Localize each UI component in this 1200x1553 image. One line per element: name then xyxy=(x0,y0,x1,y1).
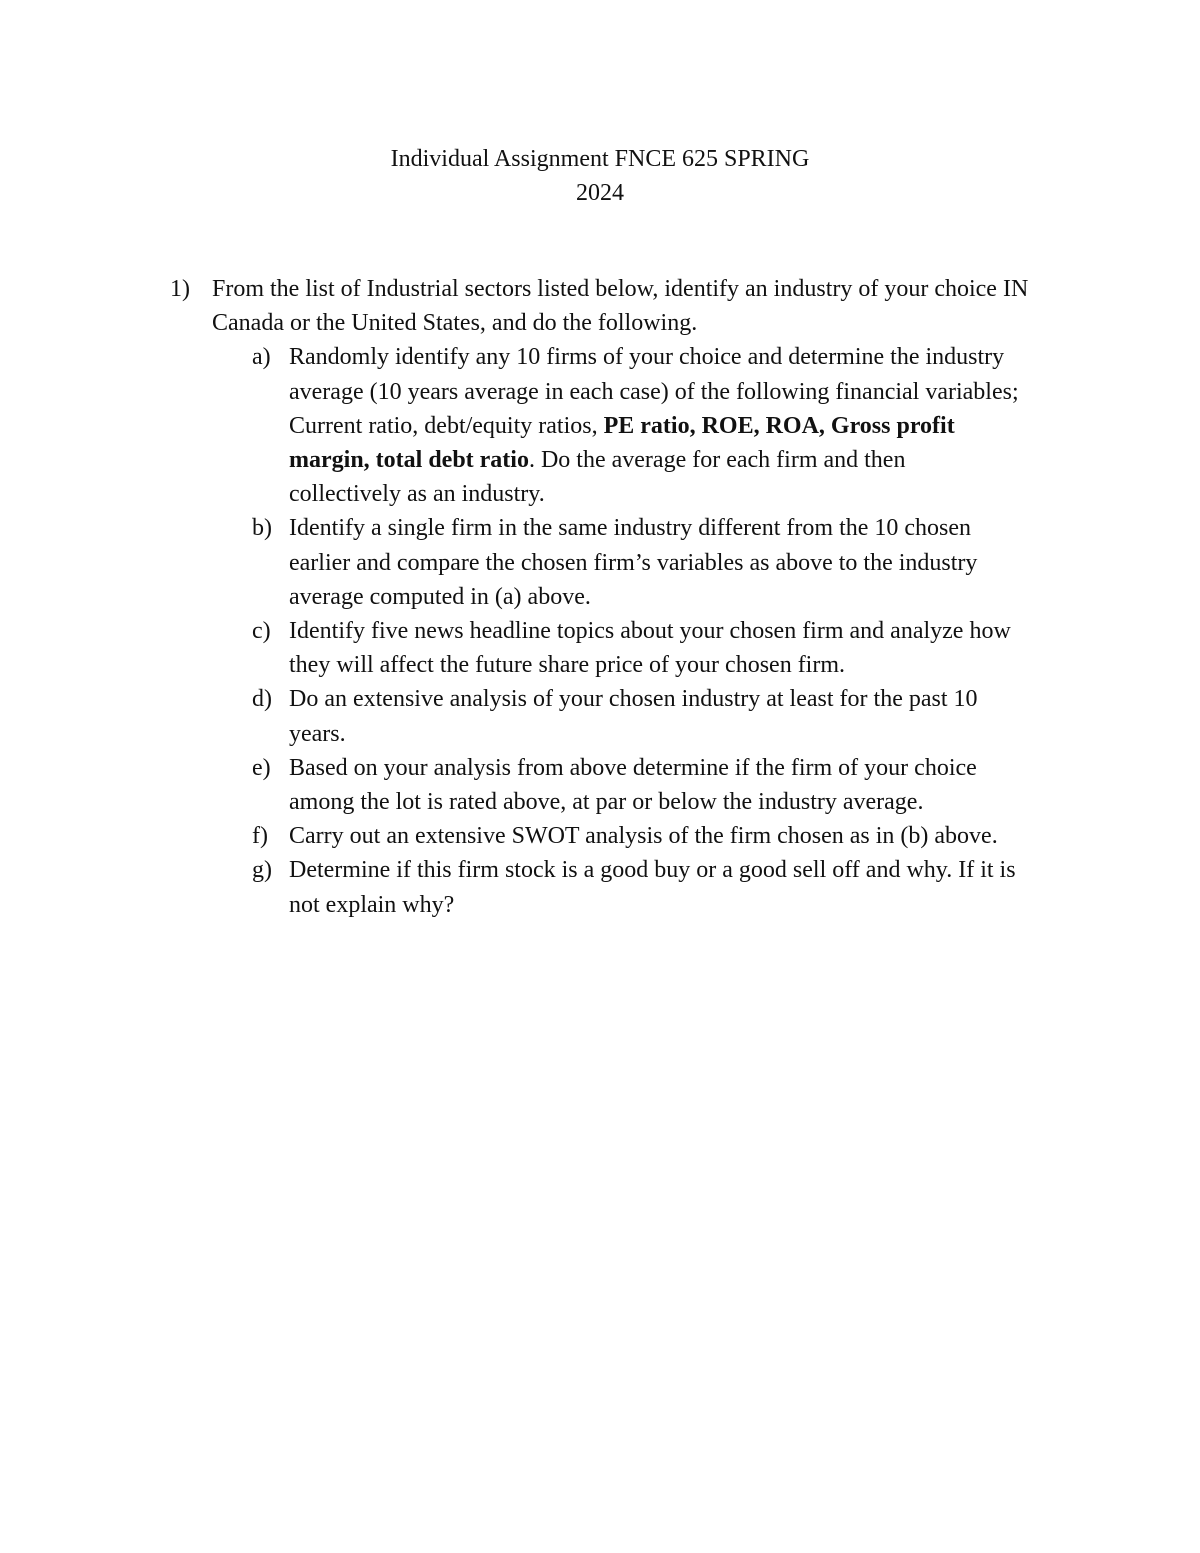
sub-question-text xyxy=(289,340,1022,511)
sub-question-text: Identify five news headline topics about your chosen firm and analyze how they will affect the future share price of your chosen firm. xyxy=(289,618,1011,679)
sub-question-letter: g) xyxy=(252,857,272,884)
question-number: 1) xyxy=(170,276,190,302)
sub-question-bold-terms: PE ratio, ROE, ROA, Gross profit margin, total debt ratio xyxy=(289,412,955,474)
title-line-2: 2024 xyxy=(576,180,624,206)
sub-question-e xyxy=(252,751,1022,819)
sub-question-f xyxy=(252,819,1022,853)
sub-question-text: Identify a single firm in the same industry different from the 10 chosen earlier and compare the chosen firm’s variables as above to the industry average computed in (a) above. xyxy=(289,515,978,610)
sub-question-text: Determine if this firm stock is a good buy or a good sell off and why. If it is not explain why? xyxy=(289,857,1016,918)
sub-question-a xyxy=(252,340,1022,511)
sub-question-letter: f) xyxy=(252,823,268,850)
sub-question-text-part: . Do the average for each firm and then collectively as an industry. xyxy=(289,447,906,508)
sub-question-letter: c) xyxy=(252,618,271,645)
question-text: From the list of Industrial sectors listed below, identify an industry of your choice IN Canada or the United States, and do the following. xyxy=(212,276,1029,337)
sub-question-letter: e) xyxy=(252,754,271,781)
question-1-header xyxy=(170,272,1070,340)
sub-question-b xyxy=(252,511,1022,614)
document-title xyxy=(0,142,1200,210)
question-1 xyxy=(170,272,1070,922)
sub-question-list xyxy=(252,340,1022,921)
sub-question-text: Do an extensive analysis of your chosen industry at least for the past 10 years. xyxy=(289,686,978,747)
sub-question-d xyxy=(252,682,1022,750)
sub-question-c xyxy=(252,614,1022,682)
sub-question-text-part: Randomly identify any 10 firms of your choice and determine the industry average (10 years average in each case) of the following financial variables; Current ratio, debt/equity ratios, xyxy=(289,344,1019,439)
sub-question-text: Carry out an extensive SWOT analysis of the firm chosen as in (b) above. xyxy=(289,823,998,850)
sub-question-g xyxy=(252,853,1022,921)
sub-question-letter: a) xyxy=(252,344,271,371)
sub-question-text: Based on your analysis from above determine if the firm of your choice among the lot is rated above, at par or below the industry average. xyxy=(289,754,977,816)
sub-question-letter: b) xyxy=(252,515,272,542)
sub-question-letter: d) xyxy=(252,686,272,713)
title-line-1: Individual Assignment FNCE 625 SPRING xyxy=(390,146,810,172)
